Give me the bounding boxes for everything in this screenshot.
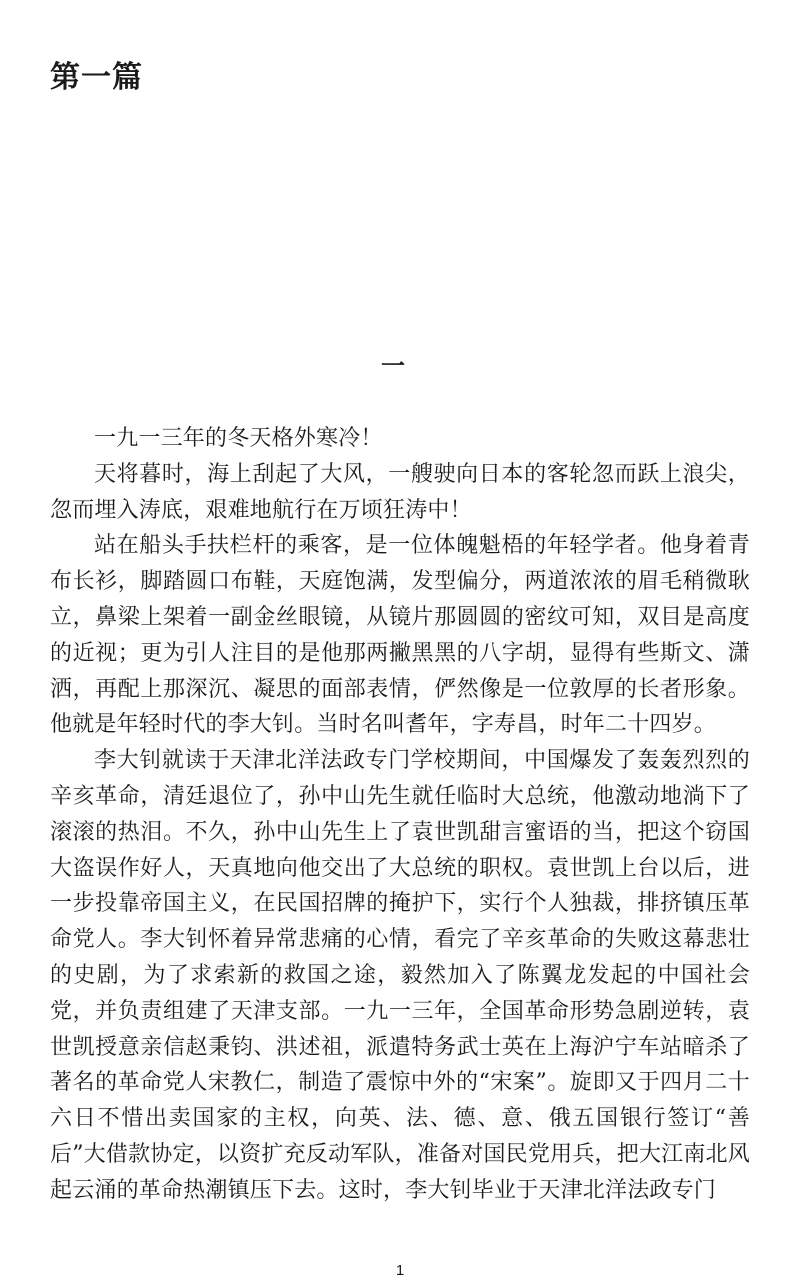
body-text	[50, 421, 750, 1209]
chapter-number: 一	[381, 351, 405, 380]
paragraph: 天将暮时，海上刮起了大风，一艘驶向日本的客轮忽而跃上浪尖，忽而埋入涛底，艰难地航行在万顷狂涛中！	[50, 461, 750, 523]
paragraph: 站在船头手扶栏杆的乘客，是一位体魄魁梧的年轻学者。他身着青布长衫，脚踏圆口布鞋，天庭饱满，发型偏分，两道浓浓的眉毛稍微耿立，鼻梁上架着一副金丝眼镜，从镜片那圆圆的密纹可知，双目是高度的近视；更为引人注目的是他那两撇黑黑的八字胡，显得有些斯文、潇洒，再配上那深沉、凝思的面部表情，俨然像是一位敦厚的长者形象。他就是年轻时代的李大钊。当时名叫耆年，字寿昌，时年二十四岁。	[50, 533, 750, 738]
part-title: 第一篇	[50, 60, 143, 95]
paragraph: 一九一三年的冬天格外寒冷！	[94, 426, 383, 451]
page-number: 1	[395, 1262, 405, 1279]
paragraph: 李大钊就读于天津北洋法政专门学校期间，中国爆发了轰轰烈烈的辛亥革命，清廷退位了，孙中山先生就任临时大总统，他激动地淌下了滚滚的热泪。不久，孙中山先生上了袁世凯甜言蜜语的当，把这个窃国大盗误作好人，天真地向他交出了大总统的职权。袁世凯上台以后，进一步投靠帝国主义，在民国招牌的掩护下，实行个人独裁，排挤镇压革命党人。李大钊怀着异常悲痛的心情，看完了辛亥革命的失败这幕悲壮的史剧，为了求索新的救国之途，毅然加入了陈翼龙发起的中国社会党，并负责组建了天津支部。一九一三年，全国革命形势急剧逆转，袁世凯授意亲信赵秉钧、洪述祖，派遣特务武士英在上海沪宁车站暗杀了著名的革命党人宋教仁，制造了震惊中外的“宋案”。旋即又于四月二十六日不惜出卖国家的主权，向英、法、德、意、俄五国银行签订“善后”大借款协定，以资扩充反动军队，准备对国民党用兵，把大江南北风起云涌的革命热潮镇压下去。这时，李大钊毕业于天津北洋法政专门	[50, 748, 750, 1203]
